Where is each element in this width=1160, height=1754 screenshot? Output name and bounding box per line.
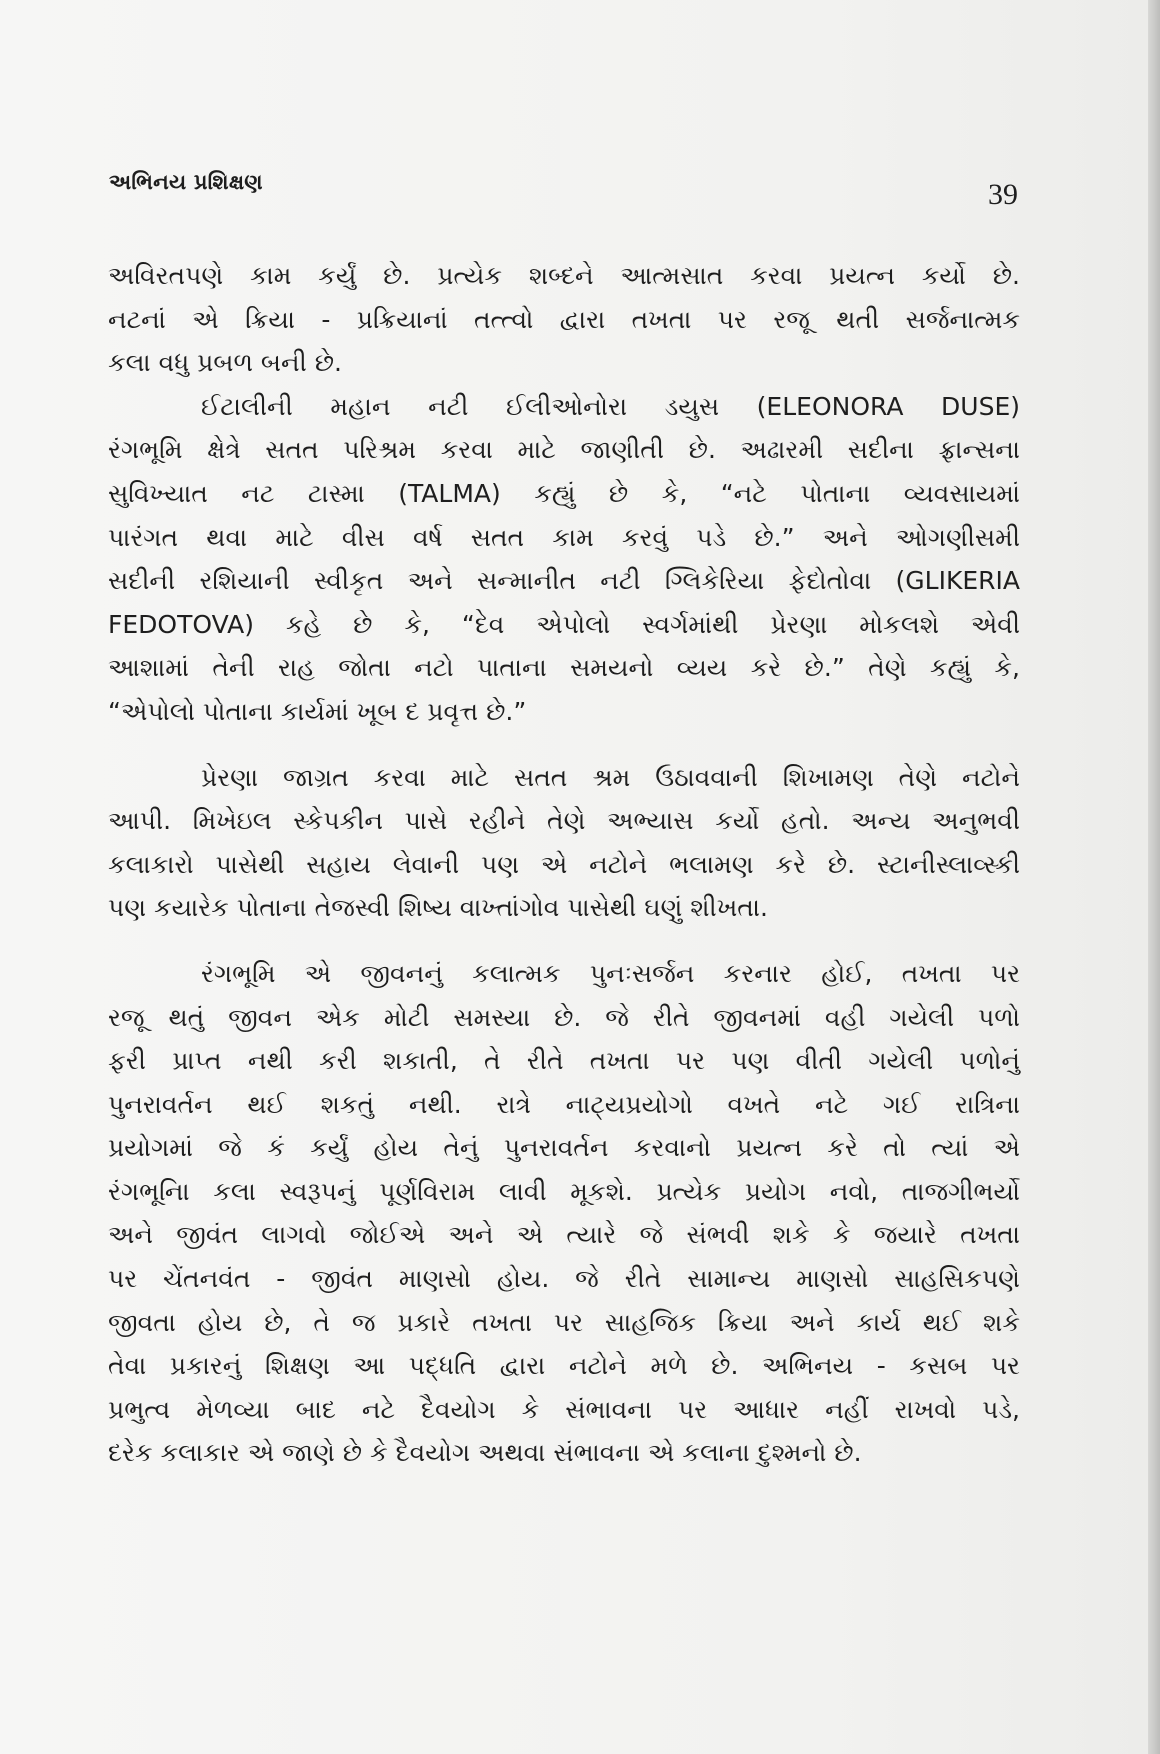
text-line: જીવતા હોય છે, તે જ પ્રકારે તખતા પર સાહજિક ક્રિયા અને કાર્ય થઈ શકે (108, 1307, 1020, 1337)
text-line: રજૂ થતું જીવન એક મોટી સમસ્યા છે. જે રીતે જીવનમાં વહી ગયેલી પળો (108, 1002, 1020, 1032)
text-line: ફરી પ્રાપ્ત નથી કરી શકાતી, તે રીતે તખતા પર પણ વીતી ગયેલી પળોનું (108, 1046, 1020, 1076)
text-line: પણ કયારેક પોતાના તેજસ્વી શિષ્ય વાખ્તાંગોવ પાસેથી ઘણું શીખતા. (108, 893, 768, 923)
text-line: સદીની રશિયાની સ્વીકૃત અને સન્માનીત નટી ગ્લિકેરિયા ફેદોતોવા (GLIKERIA (108, 566, 1020, 596)
body-text (108, 254, 1020, 1475)
page-edge-shadow (1148, 0, 1160, 1754)
text-line: પારંગત થવા માટે વીસ વર્ષ સતત કામ કરવું પડે છે.” અને ઓગણીસમી (108, 522, 1020, 552)
text-line: પુનરાવર્તન થઈ શકતું નથી. રાત્રે નાટ્યપ્રયોગો વખતે નટે ગઈ રાત્રિના (108, 1089, 1020, 1119)
text-line: પ્રભુત્વ મેળવ્યા બાદ નટે દૈવયોગ કે સંભાવના પર આધાર નહીં રાખવો પડે, (108, 1394, 1020, 1424)
text-line: “એપોલો પોતાના કાર્યમાં ખૂબ દ પ્રવૃત્ત છે.” (108, 696, 527, 726)
text-line: અને જીવંત લાગવો જોઈએ અને એ ત્યારે જે સંભવી શકે કે જયારે તખતા (108, 1220, 1020, 1250)
text-line: ઈટાલીની મહાન નટી ઈલીઓનોરા ડયુસ (ELEONORA DUSE) (201, 391, 1020, 421)
text-line: દરેક કલાકાર એ જાણે છે કે દૈવયોગ અથવા સંભાવના એ કલાના દુશ્મનો છે. (108, 1438, 862, 1468)
text-line: રંગભૂનિા કલા સ્વરૂપનું પૂર્ણવિરામ લાવી મૂકશે. પ્રત્યેક પ્રયોગ નવો, તાજગીભર્યો (108, 1176, 1020, 1206)
text-line: રંગભૂમિ ક્ષેત્રે સતત પરિશ્રમ કરવા માટે જાણીતી છે. અઢારમી સદીના ફ્રાન્સના (108, 435, 1020, 465)
paragraph (108, 385, 1020, 734)
text-line: અવિરતપણે કામ કર્યું છે. પ્રત્યેક શબ્દને આત્મસાત કરવા પ્રયત્ન કર્યો છે. (108, 261, 1020, 290)
text-line: પર ચેંતનવંત - જીવંત માણસો હોય. જે રીતે સામાન્ય માણસો સાહસિકપણે (108, 1264, 1020, 1294)
text-line: FEDOTOVA) કહે છે કે, “દેવ એપોલો સ્વર્ગમાંથી પ્રેરણા મોકલશે એવી (108, 609, 1020, 639)
text-line: આપી. મિખેઇલ સ્કેપકીન પાસે રહીને તેણે અભ્યાસ કર્યો હતો. અન્ય અનુભવી (108, 806, 1020, 836)
paragraph (108, 756, 1020, 930)
text-line: આશામાં તેની રાહ જોતા નટો પાતાના સમયનો વ્યય કરે છે.” તેણે કહ્યું કે, (108, 653, 1020, 683)
page-number: 39 (988, 178, 1018, 211)
paragraph-gap (108, 930, 1020, 952)
text-line: કલા વધુ પ્રબળ બની છે. (108, 348, 342, 378)
text-line: રંગભૂમિ એ જીવનનું કલાત્મક પુનઃસર્જન કરનાર હોઈ, તખતા પર (201, 958, 1020, 988)
text-line: પ્રયોગમાં જે કં કર્યું હોય તેનું પુનરાવર્તન કરવાનો પ્રયત્ન કરે તો ત્યાં એ (108, 1133, 1020, 1163)
text-line: નટનાં એ ક્રિયા - પ્રક્રિયાનાં તત્ત્વો દ્વારા તખતા પર રજૂ થતી સર્જનાત્મક (108, 304, 1020, 334)
paragraph (108, 952, 1020, 1475)
text-line: તેવા પ્રકારનું શિક્ષણ આ પદ્ધતિ દ્વારા નટોને મળે છે. અભિનય - કસબ પર (108, 1351, 1020, 1381)
text-line: કલાકારો પાસેથી સહાય લેવાની પણ એ નટોને ભલામણ કરે છે. સ્ટાનીસ્લાવ્સ્કી (108, 849, 1020, 879)
text-line: પ્રેરણા જાગ્રત કરવા માટે સતત શ્રમ ઉઠાવવાની શિખામણ તેણે નટોને (201, 762, 1020, 792)
running-head: અભિનય પ્રશિક્ષણ (109, 170, 263, 194)
paragraph-gap (108, 734, 1020, 756)
text-line: સુવિખ્યાત નટ ટાસ્મા (TALMA) કહ્યું છે કે, “નટે પોતાના વ્યવસાયમાં (108, 478, 1020, 508)
paragraph (108, 254, 1020, 385)
